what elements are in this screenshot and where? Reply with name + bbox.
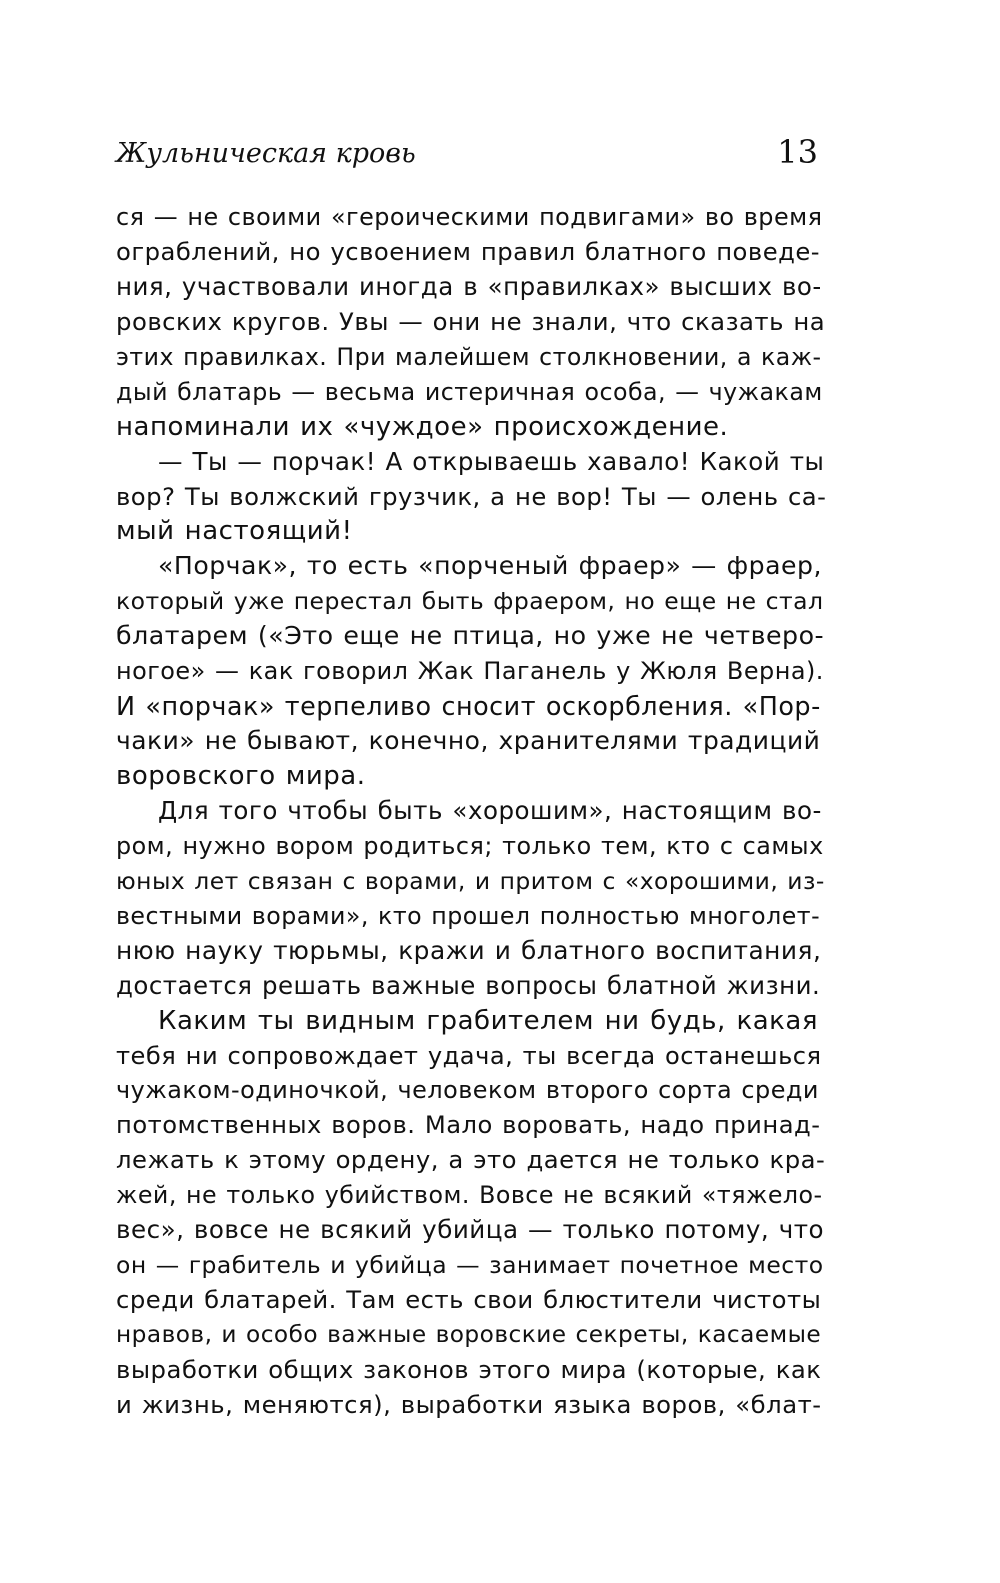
text-line: И «порчак» терпеливо сносит оскорбления. «Пор- (116, 691, 821, 722)
text-line: лежать к этому ордену, а это дается не только кра- (116, 1145, 826, 1175)
text-line: ся — не своими «героическими подвигами» во время (116, 203, 823, 231)
text-line: выработки общих законов этого мира (которые, как (116, 1354, 822, 1384)
text-line: вор? Ты волжский грузчик, а не вор! Ты — олень са- (116, 481, 827, 511)
text-line: ногое» — как говорил Жак Паганель у Жюля Верна). (116, 657, 824, 686)
text-line: воровского мира. (116, 761, 366, 791)
text-line: юных лет связан с ворами, и притом с «хорошими, из- (116, 866, 825, 895)
running-title: Жульническая кровь (116, 138, 416, 169)
text-line: вестными ворами», кто прошел полностью многолет- (116, 901, 821, 930)
text-line: блатарем («Это еще не птица, но уже не четверо- (116, 621, 825, 651)
text-line: мый настоящий! (116, 516, 353, 547)
text-line: он — грабитель и убийца — занимает почетное место (116, 1251, 824, 1280)
text-line: жей, не только убийством. Вовсе не всякий «тяжело- (116, 1181, 823, 1210)
text-line: нравов, и особо важные воровские секреты, касаемые (116, 1321, 822, 1348)
text-line: Каким ты видным грабителем ни будь, какая (158, 1005, 818, 1036)
text-line: — Ты — порчак! А открываешь хавало! Какой ты (158, 446, 825, 476)
text-line: чаки» не бывают, конечно, хранителями традиций (116, 726, 821, 756)
text-line: который уже перестал быть фраером, но еще не стал (116, 587, 824, 616)
text-line: ром, нужно вором родиться; только тем, кто с самых (116, 831, 824, 860)
text-line: вес», вовсе не всякий убийца — только потому, что (116, 1215, 825, 1245)
text-line: чужаком-одиночкой, человеком второго сорта среди (116, 1076, 819, 1105)
text-line: «Порчак», то есть «порченый фраер» — фраер, (158, 551, 822, 581)
text-line: напоминали их «чуждое» происхождение. (116, 411, 729, 442)
text-line: тебя ни сопровождает удача, ты всегда останешься (116, 1041, 822, 1070)
text-line: ровских кругов. Увы — они не знали, что сказать на (116, 306, 826, 336)
text-line: ния, участвовали иногда в «правилках» высших во- (116, 271, 822, 301)
text-line: потомственных воров. Мало воровать, надо принад- (116, 1111, 821, 1140)
page-number: 13 (777, 133, 818, 171)
text-line: среди блатарей. Там есть свои блюстители чистоты (116, 1285, 822, 1315)
text-line: дый блатарь — весьма истеричная особа, — чужакам (116, 377, 823, 406)
text-line: Для того чтобы быть «хорошим», настоящим во- (158, 795, 822, 825)
body-text (116, 200, 827, 1423)
text-line: и жизнь, меняются), выработки языка воров, «блат- (116, 1389, 822, 1419)
text-line: этих правилках. При малейшем столкновении, а каж- (116, 342, 822, 371)
text-line: достается решать важные вопросы блатной жизни. (116, 970, 821, 1000)
text-line: ограблений, но усвоением правил блатного поведе- (116, 236, 821, 266)
text-line: нюю науку тюрьмы, кражи и блатного воспитания, (116, 935, 822, 965)
